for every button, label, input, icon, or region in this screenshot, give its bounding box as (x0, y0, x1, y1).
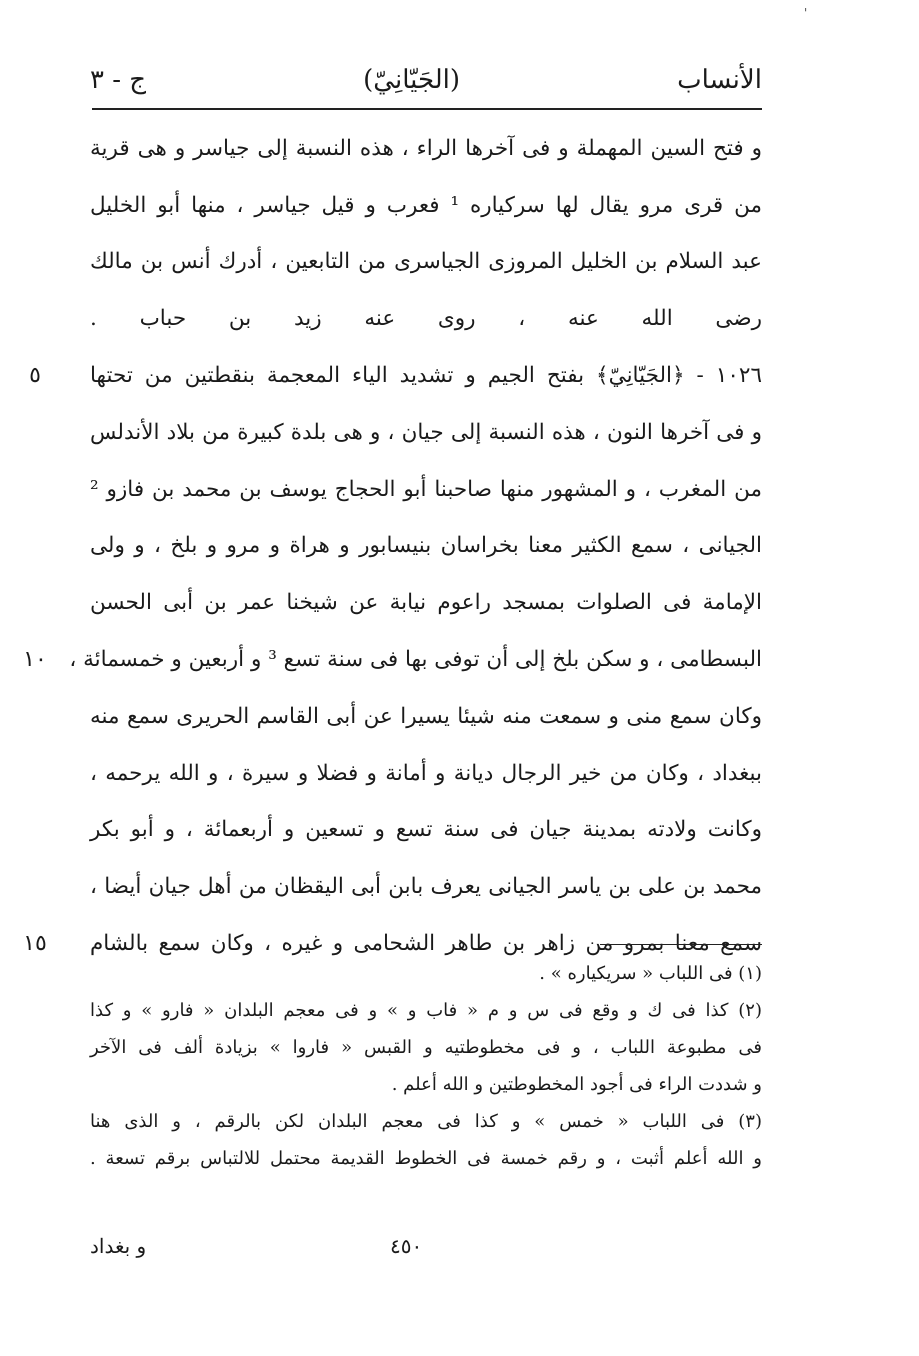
line-text: البسطامى ، و سكن بلخ إلى أن توفى بها فى سنة تسع ³ و أربعين و خمسمائة ، (69, 647, 762, 673)
text-line (90, 688, 762, 745)
footnotes (90, 955, 762, 1177)
text-line (90, 745, 762, 802)
text-line (90, 574, 762, 631)
text-line (90, 802, 762, 859)
line-text: محمد بن على بن ياسر الجيانى يعرف بابن أبى اليقظان من أهل جيان أيضا ، (90, 874, 762, 900)
text-line (90, 858, 762, 915)
page-number: ٤٥٠ (390, 1234, 423, 1258)
footnote-text: (٣) فى اللباب « خمس » و كذا فى معجم البلدان لكن بالرقم ، و الذى هنا (90, 1111, 762, 1132)
line-text: من قرى مرو يقال لها سركياره ¹ فعرب و قيل جياسر ، منها أبو الخليل (90, 192, 763, 218)
line-text: من المغرب ، و المشهور منها صاحبنا أبو الحجاج يوسف بن محمد بن فازو ² (90, 476, 762, 502)
line-number: ١٠ (23, 647, 47, 673)
footnote-line (90, 1066, 762, 1103)
text-line (90, 518, 762, 575)
footnote-line (90, 1029, 762, 1066)
book-title: الأنساب (677, 65, 762, 95)
footnote-line (90, 1140, 762, 1177)
text-line (90, 290, 762, 347)
line-text: ببغداد ، وكان من خير الرجال ديانة و أمانة و فضلا و سيرة ، و الله يرحمه ، (90, 760, 762, 786)
line-text: الإمامة فى الصلوات بمسجد راعوم نيابة عن شيخنا عمر بن أبى الحسن (90, 590, 762, 616)
line-text: وكانت ولادته بمدينة جيان فى سنة تسع و تسعين و أربعمائة ، و أبو بكر (90, 817, 762, 843)
scan-speck: ' (804, 6, 808, 20)
line-text: الجيانى ، سمع الكثير معنا بخراسان بنيسابور و هراة و مرو و بلخ ، و ولى (90, 533, 762, 559)
entry-title: (الجَيّانِيّ) (363, 65, 461, 95)
line-text: سمع معنا بمرو من زاهر بن طاهر الشحامى و غيره ، وكان سمع بالشام (90, 931, 762, 957)
text-line (90, 461, 762, 518)
footnote-text: و شددت الراء فى أجود المخطوطتين و الله أعلم . (391, 1074, 762, 1095)
footnote-text: (٢) كذا فى ك و وقع فى س و م « فاب و » و فى معجم البلدان « فارو » و كذا (90, 1000, 762, 1021)
text-line (90, 234, 762, 291)
text-line (90, 120, 762, 177)
footnote-text: (١) فى اللباب « سريكياره » . (539, 963, 762, 984)
line-text: ١٠٢٦ - ﴿الجَيّانِيّ﴾ بفتح الجيم و تشديد الياء المعجمة بنقطتين من تحتها (90, 363, 762, 389)
footnote-rule (600, 944, 762, 945)
running-header (90, 58, 762, 102)
page-footer (90, 1234, 762, 1264)
footnote-line (90, 955, 762, 992)
text-line (23, 631, 762, 688)
footnote-line (90, 992, 762, 1029)
line-text: و فتح السين المهملة و فى آخرها الراء ، هذه النسبة إلى جياسر و هى قرية (90, 135, 762, 161)
line-number: ٥ (29, 363, 41, 389)
line-text: عبد السلام بن الخليل المروزى الجياسرى من التابعين ، أدرك أنس بن مالك (90, 249, 762, 275)
footnote-text: فى مطبوعة اللباب ، و فى مخطوطتيه و القبس « فاروا » بزيادة ألف فى الآخر (90, 1037, 762, 1058)
footnote-text: و الله أعلم أثبت ، و رقم خمسة فى الخطوط القديمة محتمل للالتباس برقم تسعة . (90, 1148, 762, 1169)
footnote-line (90, 1103, 762, 1140)
text-line (90, 177, 762, 234)
line-text: وكان سمع منى و سمعت منه شيئا يسيرا عن أبى القاسم الحريرى سمع منه (90, 703, 762, 729)
line-text: و فى آخرها النون ، هذه النسبة إلى جيان ، و هى بلدة كبيرة من بلاد الأندلس (90, 419, 762, 445)
header-rule (92, 108, 762, 110)
volume-label: ج - ٣ (90, 65, 147, 95)
main-text (23, 120, 763, 972)
text-line (29, 347, 762, 404)
text-line (90, 404, 762, 461)
line-number: ١٥ (23, 931, 47, 957)
line-text: رضى الله عنه ، روى عنه زيد بن حباب . (90, 306, 762, 332)
catchword: و بغداد (90, 1234, 147, 1258)
